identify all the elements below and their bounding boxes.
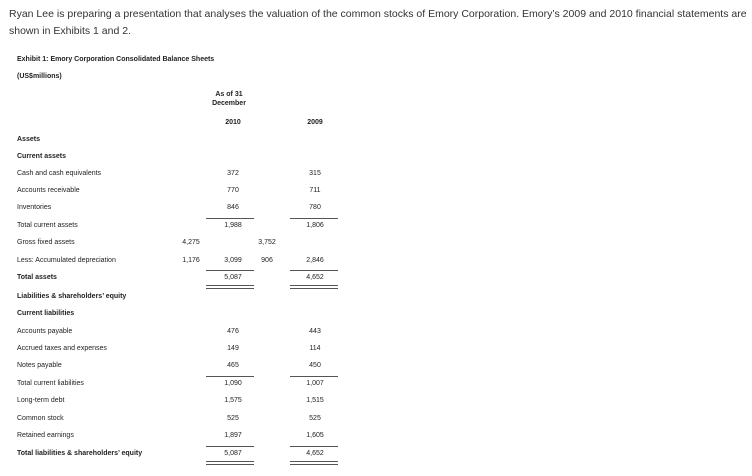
row-label-total-assets: Total assets <box>17 274 57 281</box>
value-total-current-assets-2010: 1,988 <box>224 222 242 229</box>
double-rule-total-assets-2010 <box>206 285 254 289</box>
row-label-long-term-debt: Long-term debt <box>17 397 65 404</box>
intro-paragraph: Ryan Lee is preparing a presentation that analyses the valuation of the common stocks of Emory Corporation. Emory’s 2009 and 2010 financial statements are shown in Exhibits 1 and 2. <box>9 8 747 37</box>
value-total-liabilities-equity-2010: 5,087 <box>224 450 242 457</box>
row-label-notes-payable: Notes payable <box>17 362 62 369</box>
row-label-accounts-payable: Accounts payable <box>17 328 73 335</box>
value-notes-payable-2009: 450 <box>309 362 321 369</box>
rule-2010-current-assets <box>206 218 254 219</box>
row-label-depreciation: Less: Accumulated depreciation <box>17 257 116 264</box>
rule-2010-fixed <box>206 270 254 271</box>
section-current-assets: Current assets <box>17 153 67 160</box>
double-rule-total-assets-2009 <box>290 285 338 289</box>
value-total-current-liabilities-2009: 1,007 <box>306 380 324 387</box>
rule-2009-current-assets <box>290 218 338 219</box>
value-long-term-debt-2009: 1,515 <box>306 397 324 404</box>
row-label-total-current-liabilities: Total current liabilities <box>17 380 84 387</box>
subvalue-depreciation-2010: 1,176 <box>182 257 200 264</box>
value-inventories-2010: 846 <box>227 204 239 211</box>
subvalue-gross-fixed-2009: 3,752 <box>258 239 276 246</box>
value-accrued-2010: 149 <box>227 345 239 352</box>
row-label-gross-fixed-assets: Gross fixed assets <box>17 239 75 246</box>
value-cash-2009: 315 <box>309 170 321 177</box>
value-notes-payable-2010: 465 <box>227 362 239 369</box>
section-assets: Assets <box>17 136 40 143</box>
value-receivable-2010: 770 <box>227 187 239 194</box>
value-total-assets-2010: 5,087 <box>224 274 242 281</box>
section-current-liabilities: Current liabilities <box>17 310 75 317</box>
value-total-current-assets-2009: 1,806 <box>306 222 324 229</box>
value-accounts-payable-2009: 443 <box>309 328 321 335</box>
row-label-cash: Cash and cash equivalents <box>17 170 102 177</box>
value-net-fixed-2009: 2,846 <box>306 257 324 264</box>
column-header-2010: 2010 <box>225 119 241 126</box>
value-retained-earnings-2009: 1,605 <box>306 432 324 439</box>
value-retained-earnings-2010: 1,897 <box>224 432 242 439</box>
value-receivable-2009: 711 <box>309 187 321 194</box>
double-rule-total-le-2009 <box>290 461 338 465</box>
exhibit-title: Exhibit 1: Emory Corporation Consolidated Balance Sheets <box>17 56 215 63</box>
value-accounts-payable-2010: 476 <box>227 328 239 335</box>
column-header-2009: 2009 <box>307 119 323 126</box>
row-label-total-liabilities-equity: Total liabilities & shareholders’ equity <box>17 450 143 457</box>
subvalue-depreciation-2009: 906 <box>261 257 273 264</box>
row-label-receivable: Accounts receivable <box>17 187 80 194</box>
value-total-current-liabilities-2010: 1,090 <box>224 380 242 387</box>
value-cash-2010: 372 <box>227 170 239 177</box>
row-label-retained-earnings: Retained earnings <box>17 432 74 439</box>
rule-2010-equity <box>206 446 254 447</box>
value-total-liabilities-equity-2009: 4,652 <box>306 450 324 457</box>
value-total-assets-2009: 4,652 <box>306 274 324 281</box>
value-long-term-debt-2010: 1,575 <box>224 397 242 404</box>
row-label-inventories: Inventories <box>17 204 52 211</box>
row-label-accrued: Accrued taxes and expenses <box>17 345 107 352</box>
value-common-stock-2009: 525 <box>309 415 321 422</box>
row-label-total-current-assets: Total current assets <box>17 222 78 229</box>
value-inventories-2009: 780 <box>309 204 321 211</box>
rule-2010-current-liabilities <box>206 376 254 377</box>
double-rule-total-le-2010 <box>206 461 254 465</box>
units-label: (US$millions) <box>17 73 62 80</box>
rule-2009-equity <box>290 446 338 447</box>
header-as-of-line1: As of 31 <box>215 91 243 98</box>
rule-2009-current-liabilities <box>290 376 338 377</box>
value-net-fixed-2010: 3,099 <box>224 257 242 264</box>
value-common-stock-2010: 525 <box>227 415 239 422</box>
section-liabilities-equity: Liabilities & shareholders’ equity <box>17 293 127 300</box>
row-label-common-stock: Common stock <box>17 415 64 422</box>
header-as-of-line2: December <box>212 100 246 107</box>
subvalue-gross-fixed-2010: 4,275 <box>182 239 200 246</box>
value-accrued-2009: 114 <box>309 345 321 352</box>
rule-2009-fixed <box>290 270 338 271</box>
